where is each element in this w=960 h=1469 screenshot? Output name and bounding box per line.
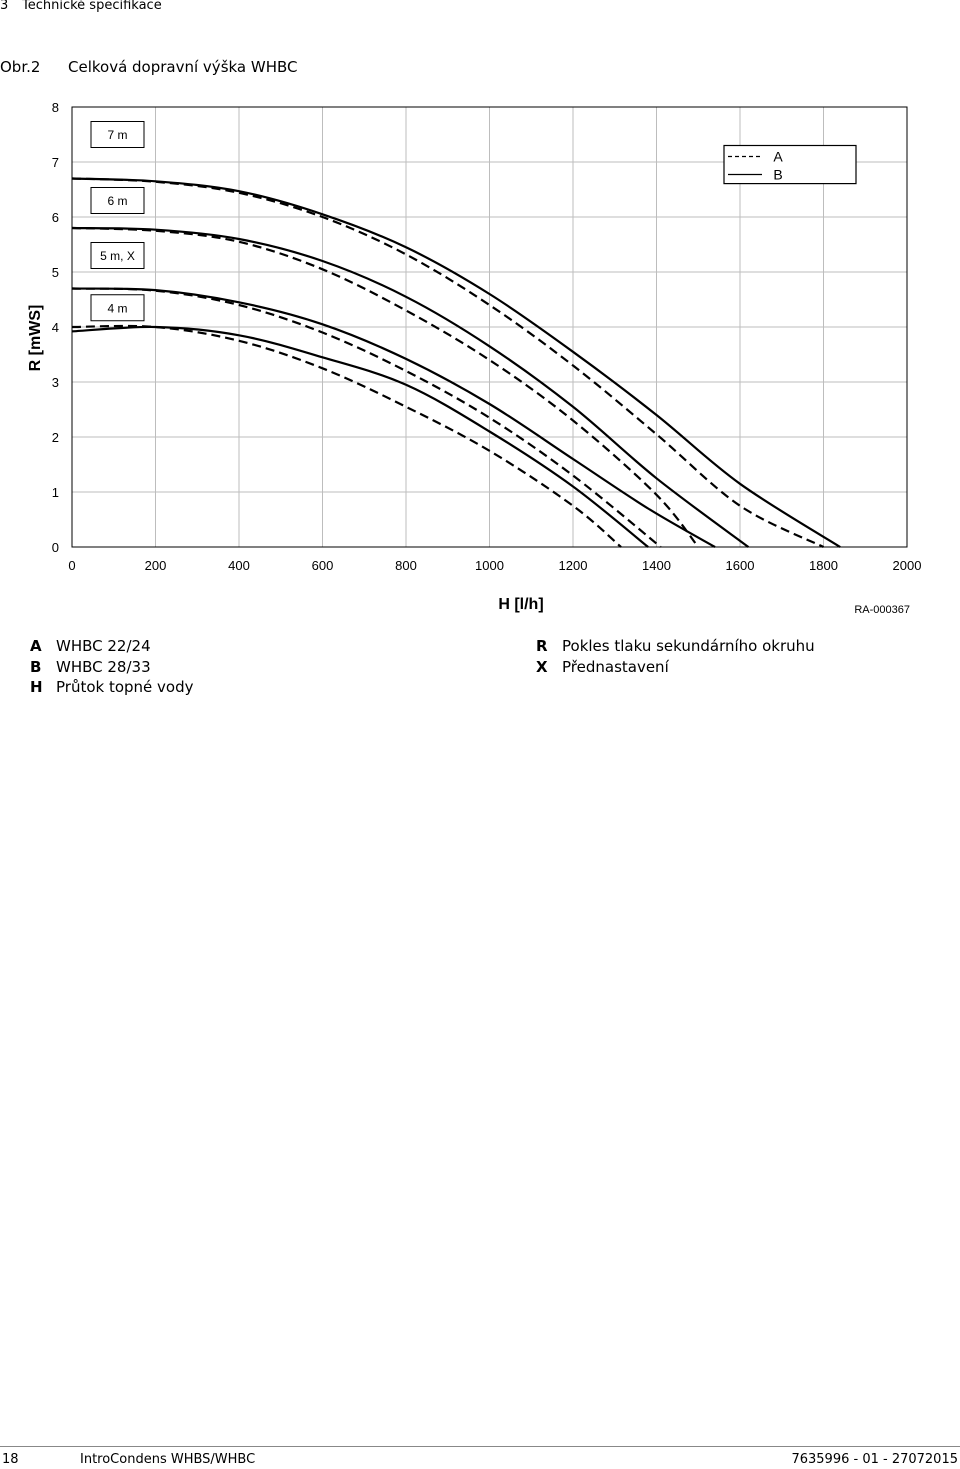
legend-key: H <box>30 678 43 696</box>
legend-right <box>536 636 815 677</box>
section-number: 3 <box>0 0 9 13</box>
y-tick-label: 1 <box>51 485 59 500</box>
figure-number: Obr.2 <box>0 58 41 76</box>
legend-text: Průtok topné vody <box>56 678 194 696</box>
y-axis-label: R [mWS] <box>27 304 44 372</box>
legend-left <box>30 636 194 698</box>
footer-product: IntroCondens WHBS/WHBC <box>80 1452 256 1467</box>
image-reference-label: RA-000367 <box>854 604 910 616</box>
legend-item-x <box>536 657 815 678</box>
legend-text: Pokles tlaku sekundárního okruhu <box>562 637 815 655</box>
legend-key: R <box>536 637 548 655</box>
legend-item-r <box>536 636 815 657</box>
pump-head-chart <box>0 90 960 620</box>
series-line-a <box>72 228 698 547</box>
curve-label: 7 m <box>107 128 128 142</box>
legend-item-a <box>30 636 194 657</box>
x-tick-label: 1400 <box>642 558 671 573</box>
y-tick-label: 5 <box>51 265 59 280</box>
footer-rule <box>0 1446 960 1447</box>
x-tick-label: 0 <box>68 558 76 573</box>
legend-item-b <box>30 657 194 678</box>
footer-page-number: 18 <box>2 1452 19 1467</box>
x-tick-label: 1000 <box>475 558 504 573</box>
y-tick-label: 0 <box>51 540 59 555</box>
x-tick-label: 600 <box>311 558 334 573</box>
legend-key: A <box>30 637 42 655</box>
x-tick-label: 2000 <box>892 558 922 573</box>
section-header <box>0 0 162 13</box>
x-tick-label: 1800 <box>809 558 838 573</box>
legend-text: Přednastavení <box>562 657 669 676</box>
x-tick-label: 200 <box>144 558 167 573</box>
x-axis-label: H [l/h] <box>498 596 544 613</box>
legend-text: WHBC 28/33 <box>56 657 151 676</box>
legend-entry-b: B <box>773 166 783 183</box>
footer-doc-code: 7635996 - 01 - 27072015 <box>791 1452 958 1467</box>
legend-item-h <box>30 677 194 698</box>
y-tick-label: 2 <box>51 430 59 445</box>
legend-entry-a: A <box>773 148 783 165</box>
figure-caption <box>0 58 298 76</box>
y-tick-label: 7 <box>51 155 59 170</box>
y-tick-label: 6 <box>51 210 59 225</box>
y-tick-label: 8 <box>51 100 59 115</box>
legend-key: B <box>30 657 42 676</box>
y-tick-label: 3 <box>51 375 59 390</box>
figure-title: Celková dopravní výška WHBC <box>68 58 298 76</box>
legend-box <box>724 146 856 184</box>
curve-label: 6 m <box>107 194 128 208</box>
x-tick-label: 1600 <box>725 558 755 573</box>
curve-label: 5 m, X <box>100 249 135 263</box>
legend-key: X <box>536 657 548 676</box>
y-tick-label: 4 <box>51 320 59 335</box>
x-tick-label: 1200 <box>558 558 588 573</box>
section-title: Technické specifikace <box>22 0 162 13</box>
x-tick-label: 400 <box>228 558 250 573</box>
legend-text: WHBC 22/24 <box>56 637 151 655</box>
x-tick-label: 800 <box>395 558 417 573</box>
curve-label: 4 m <box>107 301 128 316</box>
